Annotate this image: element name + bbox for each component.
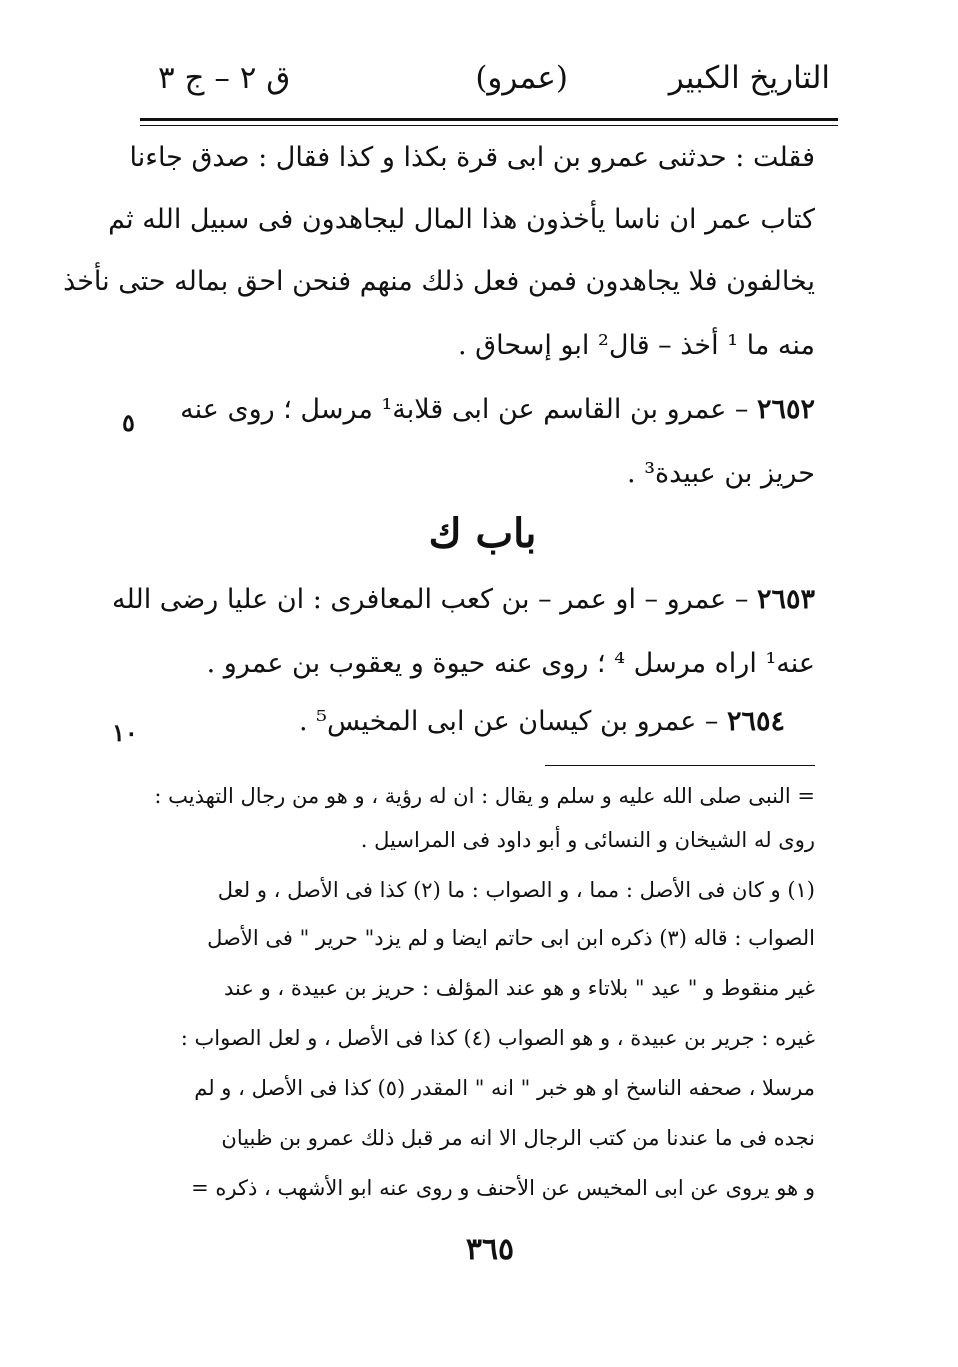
entry-2652-line2: حريز بن عبيدة³ . [627, 458, 815, 489]
volume-reference: ق ٢ – ج ٣ [158, 60, 291, 96]
entry-number: ٢٦٥٣ [756, 584, 815, 615]
running-section: (عمرو) [475, 60, 568, 96]
footnotes [150, 0, 815, 1230]
footnote-line: (١) و كان فى الأصل : مما ، و الصواب : ما (٢) كذا فى الأصل ، و لعل [217, 878, 815, 902]
entry-text: – عمرو – او عمر – بن كعب المعافرى : ان عليا رضى الله [112, 584, 749, 615]
footnote-line: روى له الشيخان و النسائى و أبو داود فى المراسيل . [360, 828, 815, 852]
section-heading: باب ك [428, 510, 537, 557]
footnote-line: الصواب : قاله (٣) ذكره ابن ابى حاتم ايضا و لم يزد" حرير " فى الأصل [207, 926, 815, 950]
footnote-line: و هو يروى عن ابى المخيس عن الأحنف و روى عنه ابو الأشهب ، ذكره = [191, 1176, 815, 1200]
page-number: ٣٦٥ [465, 1232, 515, 1267]
entry-text: – عمرو بن كيسان عن ابى المخيس⁵ . [299, 706, 719, 737]
entry-number: ٢٦٥٢ [756, 394, 815, 425]
text-line: كتاب عمر ان ناسا يأخذون هذا المال ليجاهدون فى سبيل الله ثم [108, 204, 815, 235]
text-line: يخالفون فلا يجاهدون فمن فعل ذلك منهم فنحن احق بماله حتى نأخذ [63, 266, 815, 297]
footnote-line: مرسلا ، صحفه الناسخ او هو خبر " انه " المقدر (٥) كذا فى الأصل ، و لم [194, 1076, 815, 1100]
text-line: فقلت : حدثنى عمرو بن ابى قرة بكذا و كذا فقال : صدق جاءنا [129, 142, 815, 173]
entry-number: ٢٦٥٤ [726, 706, 785, 737]
footnote-line: = النبى صلى الله عليه و سلم و يقال : ان له رؤية ، و هو من رجال التهذيب : [154, 784, 815, 808]
footnote-line: نجده فى ما عندنا من كتب الرجال الا انه مر قبل ذلك عمرو بن ظبيان [221, 1126, 815, 1150]
margin-line-number-5: ٥ [122, 408, 135, 437]
entry-2653-line2: عنه¹ اراه مرسل ⁴ ؛ روى عنه حيوة و يعقوب بن عمرو . [206, 648, 815, 679]
entry-text: – عمرو بن القاسم عن ابى قلابة¹ مرسل ؛ روى عنه [180, 394, 749, 425]
footnote-line: غيره : جرير بن عبيدة ، و هو الصواب (٤) كذا فى الأصل ، و لعل الصواب : [180, 1026, 815, 1050]
running-title: التاريخ الكبير [668, 60, 830, 96]
footnote-line: غير منقوط و " عيد " بلاتاء و هو عند المؤلف : حريز بن عبيدة ، و عند [224, 976, 815, 1000]
margin-line-number-10: ١٠ [112, 718, 138, 747]
text-line: منه ما ¹ أخذ – قال² ابو إسحاق . [457, 330, 815, 361]
